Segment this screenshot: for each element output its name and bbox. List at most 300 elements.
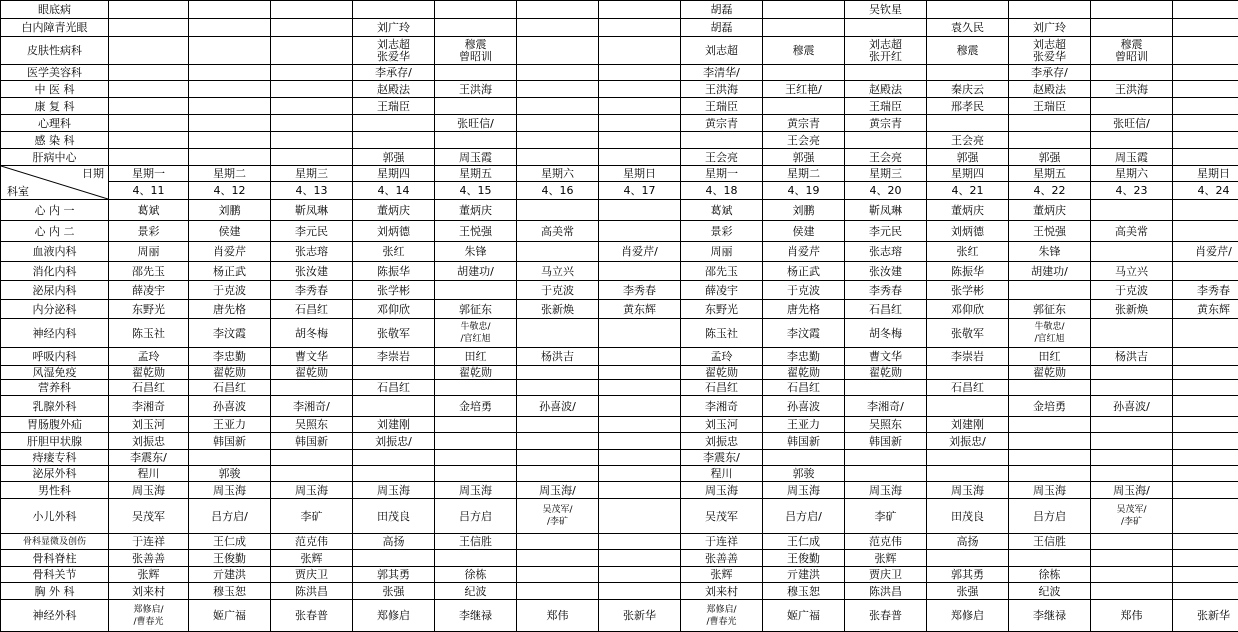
department-label: 男性科 <box>1 482 109 499</box>
table-row <box>1 433 1238 450</box>
doctor-cell <box>927 1 1009 19</box>
doctor-cell: 周玉海 <box>435 482 517 499</box>
doctor-cell: 韩国新 <box>271 433 353 450</box>
weekday-header: 星期六 <box>1091 166 1173 182</box>
department-label: 白内障青光眼 <box>1 19 109 37</box>
doctor-cell: 王会亮 <box>681 149 763 166</box>
doctor-cell <box>927 450 1009 466</box>
doctor-cell: 黄宗青 <box>763 115 845 132</box>
doctor-cell <box>189 19 271 37</box>
department-label: 康 复 科 <box>1 98 109 115</box>
doctor-cell <box>109 81 189 98</box>
department-label: 泌尿外科 <box>1 466 109 482</box>
doctor-cell <box>517 200 599 221</box>
doctor-cell <box>189 81 271 98</box>
date-header: 4、24 <box>1173 182 1238 200</box>
doctor-cell: 石昌红 <box>927 380 1009 396</box>
doctor-cell: 张强 <box>927 583 1009 600</box>
doctor-cell: 郭征东 <box>435 300 517 319</box>
doctor-cell <box>599 433 681 450</box>
department-label: 骨科关节 <box>1 567 109 583</box>
doctor-cell <box>763 98 845 115</box>
doctor-cell <box>1091 433 1173 450</box>
table-row <box>1 567 1238 583</box>
doctor-cell <box>271 37 353 65</box>
doctor-cell <box>517 433 599 450</box>
doctor-cell <box>1173 534 1238 550</box>
doctor-cell <box>1173 81 1238 98</box>
doctor-cell <box>271 81 353 98</box>
doctor-cell: 郑修启/ /曹春光 <box>109 600 189 632</box>
doctor-cell: 杨洪吉 <box>1091 348 1173 366</box>
doctor-cell: 李秀春 <box>599 281 681 300</box>
doctor-cell: 吴茂军/ /李矿 <box>517 499 599 534</box>
doctor-cell <box>1173 149 1238 166</box>
doctor-cell: 穆玉恕 <box>763 583 845 600</box>
doctor-cell: 高美常 <box>517 221 599 242</box>
doctor-cell <box>353 396 435 417</box>
doctor-cell: 刘建刚 <box>353 417 435 433</box>
doctor-cell <box>435 433 517 450</box>
doctor-cell: 胡冬梅 <box>271 319 353 348</box>
doctor-cell: 牛敬忠/ /官红旭 <box>1009 319 1091 348</box>
department-label: 呼吸内科 <box>1 348 109 366</box>
doctor-cell: 王瑞臣 <box>353 98 435 115</box>
doctor-cell: 翟乾勋 <box>681 366 763 380</box>
doctor-cell <box>927 550 1009 567</box>
weekday-header: 星期五 <box>435 166 517 182</box>
doctor-cell <box>353 450 435 466</box>
doctor-cell: 石昌红 <box>353 380 435 396</box>
doctor-cell: 李震东/ <box>681 450 763 466</box>
doctor-cell: 孙喜波/ <box>517 396 599 417</box>
doctor-cell <box>517 450 599 466</box>
doctor-cell <box>109 149 189 166</box>
doctor-cell: 穆震 曾昭训 <box>435 37 517 65</box>
doctor-cell <box>1009 115 1091 132</box>
doctor-cell: 郭强 <box>353 149 435 166</box>
doctor-cell: 景彩 <box>109 221 189 242</box>
doctor-cell <box>599 550 681 567</box>
doctor-cell <box>599 417 681 433</box>
table-row <box>1 300 1238 319</box>
doctor-cell: 刘玉河 <box>681 417 763 433</box>
date-header: 4、15 <box>435 182 517 200</box>
department-label: 肝病中心 <box>1 149 109 166</box>
doctor-cell: 李继禄 <box>1009 600 1091 632</box>
doctor-cell: 刘炳德 <box>353 221 435 242</box>
doctor-cell: 穆震 <box>763 37 845 65</box>
doctor-cell: 薛凌宇 <box>109 281 189 300</box>
doctor-cell: 胡建功/ <box>435 262 517 281</box>
doctor-cell: 张红 <box>927 242 1009 262</box>
doctor-cell <box>845 65 927 81</box>
doctor-cell <box>599 149 681 166</box>
doctor-cell: 黄宗青 <box>681 115 763 132</box>
doctor-cell: 翟乾勋 <box>1009 366 1091 380</box>
doctor-cell <box>1009 380 1091 396</box>
doctor-cell: 刘振忠/ <box>353 433 435 450</box>
doctor-cell <box>599 115 681 132</box>
doctor-cell: 李清华/ <box>681 65 763 81</box>
doctor-cell: 孟玲 <box>109 348 189 366</box>
doctor-cell <box>1091 132 1173 149</box>
doctor-cell <box>1091 1 1173 19</box>
doctor-cell <box>1173 499 1238 534</box>
doctor-cell <box>1091 200 1173 221</box>
doctor-cell: 郑修启/ /曹春光 <box>681 600 763 632</box>
doctor-cell: 王洪海 <box>681 81 763 98</box>
doctor-cell <box>1009 281 1091 300</box>
doctor-cell: 肖爱芹 <box>189 242 271 262</box>
doctor-cell: 张志瑢 <box>845 242 927 262</box>
doctor-cell <box>517 149 599 166</box>
doctor-cell: 刘来村 <box>109 583 189 600</box>
doctor-cell: 石昌红 <box>109 380 189 396</box>
doctor-cell <box>1173 200 1238 221</box>
doctor-cell: 刘广玲 <box>353 19 435 37</box>
header-row-dates <box>1 182 1238 200</box>
date-header: 4、17 <box>599 182 681 200</box>
department-label: 中 医 科 <box>1 81 109 98</box>
doctor-cell <box>435 450 517 466</box>
doctor-cell: 东野光 <box>109 300 189 319</box>
doctor-cell: 田茂良 <box>927 499 1009 534</box>
doctor-cell: 刘玉河 <box>109 417 189 433</box>
table-row <box>1 348 1238 366</box>
department-label: 心 内 一 <box>1 200 109 221</box>
table-row <box>1 366 1238 380</box>
doctor-cell <box>1173 348 1238 366</box>
doctor-cell <box>1091 19 1173 37</box>
doctor-cell: 肖爱芹/ <box>1173 242 1238 262</box>
doctor-cell: 姬广福 <box>763 600 845 632</box>
doctor-cell: 李忠勤 <box>189 348 271 366</box>
department-label: 消化内科 <box>1 262 109 281</box>
doctor-cell: 张学彬 <box>927 281 1009 300</box>
weekday-header: 星期四 <box>353 166 435 182</box>
table-row <box>1 200 1238 221</box>
doctor-cell <box>1173 466 1238 482</box>
doctor-cell <box>271 149 353 166</box>
doctor-cell <box>189 65 271 81</box>
doctor-cell: 李湘奇/ <box>271 396 353 417</box>
department-label: 心理科 <box>1 115 109 132</box>
doctor-cell <box>1009 417 1091 433</box>
doctor-cell <box>271 380 353 396</box>
doctor-cell: 杨正武 <box>189 262 271 281</box>
doctor-cell <box>1173 1 1238 19</box>
date-header: 4、18 <box>681 182 763 200</box>
doctor-cell: 张新焕 <box>517 300 599 319</box>
doctor-cell: 于克波 <box>189 281 271 300</box>
department-label: 神经外科 <box>1 600 109 632</box>
date-header: 4、21 <box>927 182 1009 200</box>
doctor-cell: 王会亮 <box>927 132 1009 149</box>
department-label: 小儿外科 <box>1 499 109 534</box>
doctor-cell <box>1173 98 1238 115</box>
doctor-cell <box>845 132 927 149</box>
doctor-cell: 刘来村 <box>681 583 763 600</box>
doctor-cell: 侯建 <box>763 221 845 242</box>
doctor-cell: 王瑞臣 <box>845 98 927 115</box>
doctor-cell: 高扬 <box>927 534 1009 550</box>
doctor-cell <box>599 1 681 19</box>
department-header-label: 科室 <box>7 186 29 197</box>
doctor-cell: 韩国新 <box>845 433 927 450</box>
doctor-cell: 马立兴 <box>1091 262 1173 281</box>
doctor-cell: 李秀春 <box>1173 281 1238 300</box>
weekday-header: 星期五 <box>1009 166 1091 182</box>
doctor-cell: 韩国新 <box>763 433 845 450</box>
doctor-cell: 牛敬忠/ /官红旭 <box>435 319 517 348</box>
doctor-cell: 李矿 <box>845 499 927 534</box>
doctor-cell: 郑修启 <box>353 600 435 632</box>
doctor-cell: 周玉海 <box>763 482 845 499</box>
doctor-cell: 吴茂军 <box>681 499 763 534</box>
table-row <box>1 466 1238 482</box>
doctor-cell: 于连祥 <box>681 534 763 550</box>
doctor-cell: 王会亮 <box>763 132 845 149</box>
department-label: 胃肠腹外疝 <box>1 417 109 433</box>
department-label: 肝胆甲状腺 <box>1 433 109 450</box>
doctor-cell <box>517 19 599 37</box>
doctor-cell: 周玉海 <box>353 482 435 499</box>
doctor-cell <box>1173 583 1238 600</box>
table-row <box>1 550 1238 567</box>
department-label: 血液内科 <box>1 242 109 262</box>
doctor-cell <box>435 380 517 396</box>
doctor-cell: 李元民 <box>271 221 353 242</box>
doctor-cell: 陈振华 <box>353 262 435 281</box>
doctor-cell: 胡磊 <box>681 1 763 19</box>
doctor-cell <box>517 37 599 65</box>
doctor-cell <box>763 65 845 81</box>
doctor-cell <box>1091 567 1173 583</box>
doctor-cell <box>435 466 517 482</box>
doctor-cell <box>1173 366 1238 380</box>
doctor-cell: 周玉海 <box>1009 482 1091 499</box>
doctor-cell <box>599 319 681 348</box>
doctor-cell: 张春普 <box>271 600 353 632</box>
doctor-cell <box>435 550 517 567</box>
doctor-cell <box>517 242 599 262</box>
weekday-header: 星期六 <box>517 166 599 182</box>
doctor-cell: 董炳庆 <box>353 200 435 221</box>
doctor-cell <box>517 417 599 433</box>
doctor-cell <box>353 1 435 19</box>
doctor-cell: 纪波 <box>435 583 517 600</box>
doctor-cell: 王俊勤 <box>189 550 271 567</box>
doctor-cell: 李汶霞 <box>189 319 271 348</box>
doctor-cell: 王信胜 <box>1009 534 1091 550</box>
department-label: 风湿免疫 <box>1 366 109 380</box>
doctor-cell: 李忠勤 <box>763 348 845 366</box>
weekday-header: 星期日 <box>599 166 681 182</box>
doctor-cell: 刘志超 张爱华 <box>353 37 435 65</box>
doctor-cell <box>271 1 353 19</box>
doctor-cell: 王洪海 <box>435 81 517 98</box>
date-header: 4、20 <box>845 182 927 200</box>
doctor-cell: 王红艳/ <box>763 81 845 98</box>
table-row <box>1 65 1238 81</box>
doctor-cell: 于克波 <box>763 281 845 300</box>
doctor-cell: 朱锋 <box>435 242 517 262</box>
doctor-cell: 赵殿法 <box>353 81 435 98</box>
doctor-cell <box>517 366 599 380</box>
date-header: 4、14 <box>353 182 435 200</box>
doctor-cell <box>1091 242 1173 262</box>
doctor-cell <box>763 1 845 19</box>
doctor-cell <box>353 366 435 380</box>
table-row <box>1 450 1238 466</box>
doctor-cell: 马立兴 <box>517 262 599 281</box>
doctor-cell <box>517 319 599 348</box>
doctor-cell: 姬广福 <box>189 600 271 632</box>
doctor-cell: 吴钦星 <box>845 1 927 19</box>
doctor-cell <box>599 366 681 380</box>
table-row <box>1 499 1238 534</box>
table-row <box>1 115 1238 132</box>
table-row <box>1 242 1238 262</box>
doctor-cell: 于克波 <box>1091 281 1173 300</box>
doctor-cell: 唐先格 <box>189 300 271 319</box>
doctor-cell: 陈洪昌 <box>271 583 353 600</box>
doctor-cell: 石昌红 <box>271 300 353 319</box>
doctor-cell: 石昌红 <box>681 380 763 396</box>
doctor-cell: 李崇岩 <box>353 348 435 366</box>
doctor-cell: 吴照东 <box>271 417 353 433</box>
doctor-cell <box>1173 450 1238 466</box>
date-label: 日期 <box>82 168 104 179</box>
doctor-cell: 周玉海 <box>189 482 271 499</box>
doctor-cell: 王亚力 <box>763 417 845 433</box>
doctor-cell <box>517 132 599 149</box>
doctor-cell: 周丽 <box>681 242 763 262</box>
doctor-cell <box>353 115 435 132</box>
doctor-cell: 周玉海 <box>927 482 1009 499</box>
department-label: 医学美容科 <box>1 65 109 81</box>
doctor-cell <box>1009 450 1091 466</box>
doctor-cell: 范克伟 <box>271 534 353 550</box>
doctor-cell: 刘炳德 <box>927 221 1009 242</box>
doctor-cell <box>1091 380 1173 396</box>
doctor-cell: 葛斌 <box>681 200 763 221</box>
doctor-cell: 吕方启/ <box>763 499 845 534</box>
doctor-cell: 张善善 <box>109 550 189 567</box>
doctor-cell <box>517 1 599 19</box>
doctor-cell <box>927 65 1009 81</box>
doctor-cell <box>1091 98 1173 115</box>
doctor-cell <box>517 466 599 482</box>
doctor-cell: 张善善 <box>681 550 763 567</box>
doctor-cell <box>353 550 435 567</box>
doctor-cell <box>189 115 271 132</box>
doctor-cell: 袁久民 <box>927 19 1009 37</box>
doctor-cell: 周玉霞 <box>435 149 517 166</box>
doctor-cell: 郭强 <box>763 149 845 166</box>
doctor-cell: 孙喜波 <box>189 396 271 417</box>
doctor-cell: 张辉 <box>681 567 763 583</box>
doctor-cell: 张旺信/ <box>1091 115 1173 132</box>
doctor-cell: 田茂良 <box>353 499 435 534</box>
doctor-cell: 李秀春 <box>845 281 927 300</box>
doctor-cell: 王仁成 <box>763 534 845 550</box>
doctor-cell <box>189 132 271 149</box>
doctor-cell: 王悦强 <box>435 221 517 242</box>
doctor-cell: 穆震 曾昭训 <box>1091 37 1173 65</box>
doctor-cell <box>1173 19 1238 37</box>
doctor-cell: 于克波 <box>517 281 599 300</box>
doctor-cell: 黄东辉 <box>1173 300 1238 319</box>
doctor-cell <box>109 1 189 19</box>
doctor-cell: 翟乾勋 <box>763 366 845 380</box>
doctor-cell: 胡冬梅 <box>845 319 927 348</box>
doctor-cell: 刘鹏 <box>189 200 271 221</box>
doctor-cell: 郭强 <box>1009 149 1091 166</box>
doctor-cell <box>1009 433 1091 450</box>
header-corner <box>1 166 109 200</box>
doctor-cell: 黄东辉 <box>599 300 681 319</box>
doctor-cell: 陈洪昌 <box>845 583 927 600</box>
doctor-cell: 穆震 <box>927 37 1009 65</box>
doctor-cell <box>517 98 599 115</box>
doctor-cell <box>599 396 681 417</box>
doctor-cell <box>1173 65 1238 81</box>
doctor-cell: 郭征东 <box>1009 300 1091 319</box>
doctor-cell <box>435 98 517 115</box>
doctor-cell: 郑伟 <box>517 600 599 632</box>
doctor-cell: 翟乾勋 <box>435 366 517 380</box>
weekday-header: 星期三 <box>845 166 927 182</box>
doctor-cell: 王信胜 <box>435 534 517 550</box>
doctor-cell: 李承存/ <box>353 65 435 81</box>
doctor-cell <box>1091 466 1173 482</box>
doctor-cell <box>271 98 353 115</box>
doctor-cell <box>845 466 927 482</box>
doctor-cell: 田红 <box>1009 348 1091 366</box>
doctor-cell <box>599 567 681 583</box>
doctor-cell <box>599 482 681 499</box>
doctor-cell: 朱锋 <box>1009 242 1091 262</box>
doctor-cell: 徐栋 <box>435 567 517 583</box>
doctor-cell <box>599 200 681 221</box>
doctor-cell <box>599 221 681 242</box>
doctor-cell: 王会亮 <box>845 149 927 166</box>
doctor-cell: 金培勇 <box>435 396 517 417</box>
doctor-cell: 亓建洪 <box>763 567 845 583</box>
doctor-cell: 吕方启 <box>435 499 517 534</box>
doctor-cell: 吕方启/ <box>189 499 271 534</box>
doctor-cell <box>681 132 763 149</box>
doctor-cell: 吴茂军/ /李矿 <box>1091 499 1173 534</box>
doctor-cell <box>599 348 681 366</box>
date-header: 4、13 <box>271 182 353 200</box>
doctor-cell: 王瑞臣 <box>681 98 763 115</box>
doctor-cell: 田红 <box>435 348 517 366</box>
doctor-cell <box>599 19 681 37</box>
doctor-cell <box>109 115 189 132</box>
table-row <box>1 380 1238 396</box>
doctor-cell <box>599 534 681 550</box>
table-row <box>1 262 1238 281</box>
table-row <box>1 149 1238 166</box>
doctor-cell: 李湘奇/ <box>845 396 927 417</box>
weekday-header: 星期二 <box>763 166 845 182</box>
doctor-cell: 陈玉社 <box>681 319 763 348</box>
doctor-cell: 程川 <box>681 466 763 482</box>
doctor-cell: 刘振忠 <box>681 433 763 450</box>
